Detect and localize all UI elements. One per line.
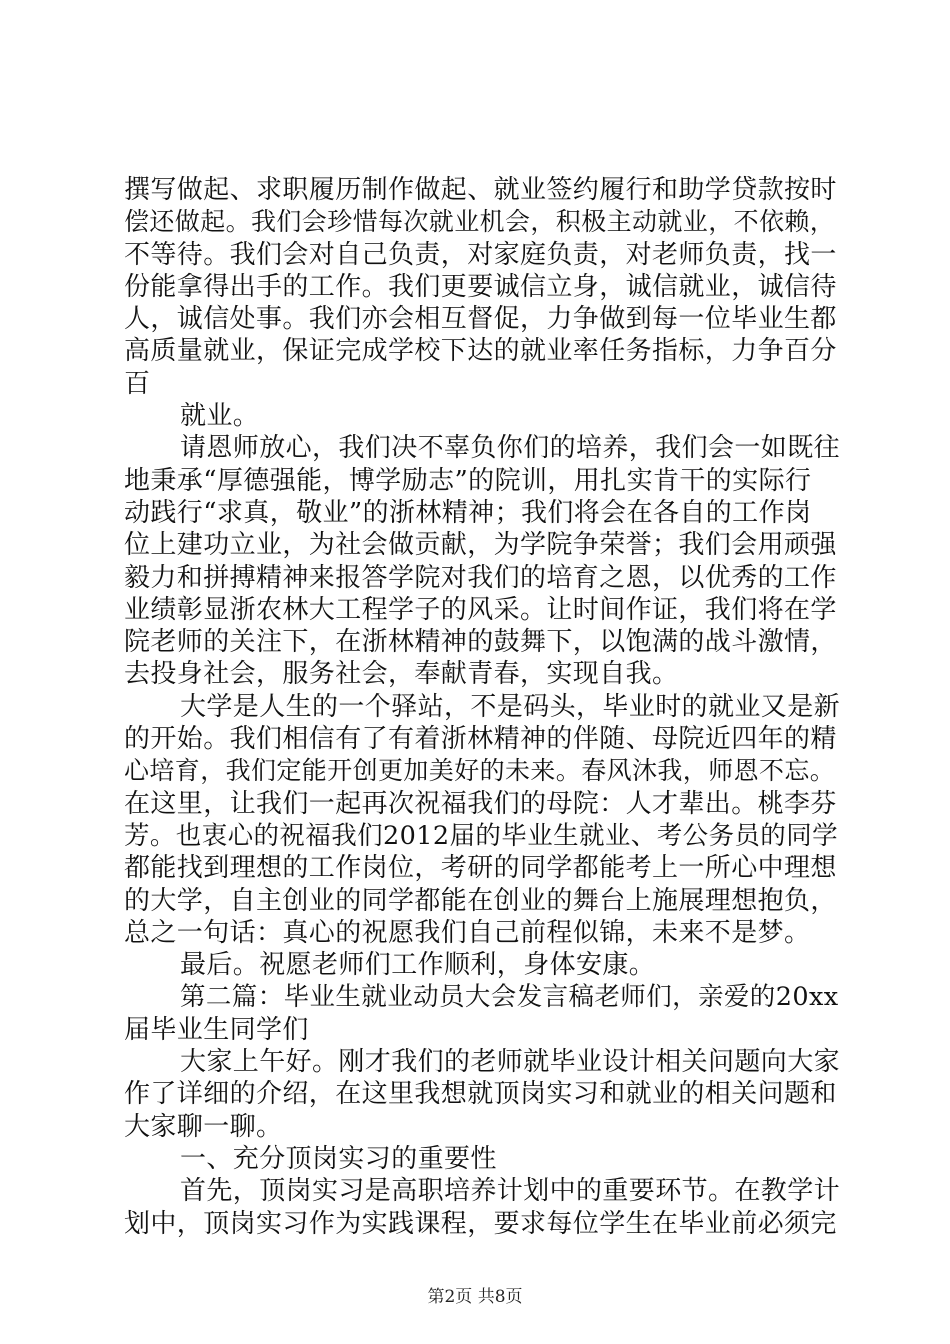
page-number-label: 第2页 共8页 — [427, 1287, 523, 1307]
text-line: 份能拿得出手的工作。我们更要诚信立身，诚信就业，诚信待 — [124, 271, 837, 302]
text-line: 最后。祝愿老师们工作顺利，身体安康。 — [180, 950, 656, 981]
text-line: 的大学，自主创业的同学都能在创业的舞台上施展理想抱负， — [124, 885, 837, 916]
text-line: 就业。 — [180, 401, 260, 432]
text-line: 请恩师放心，我们决不辜负你们的培养，我们会一如既往 — [180, 433, 841, 464]
text-line: 首先，顶岗实习是高职培养计划中的重要环节。在教学计 — [180, 1176, 841, 1207]
text-line: 院老师的关注下，在浙林精神的鼓舞下，以饱满的战斗激情， — [124, 627, 837, 658]
text-line: 在这里，让我们一起再次祝福我们的母院：人才辈出。桃李芬 — [124, 788, 837, 819]
text-line: 地秉承“厚德强能，博学励志”的院训，用扎实肯干的实际行 — [124, 465, 812, 496]
text-line: 人，诚信处事。我们亦会相互督促，力争做到每一位毕业生都 — [124, 304, 837, 335]
text-line: 位上建功立业，为社会做贡献，为学院争荣誉；我们会用顽强 — [124, 530, 837, 561]
text-line: 一、充分顶岗实习的重要性 — [180, 1143, 497, 1174]
text-line: 去投身社会，服务社会，奉献青春，实现自我。 — [124, 659, 679, 690]
text-line: 总之一句话：真心的祝愿我们自己前程似锦，未来不是梦。 — [124, 917, 811, 948]
text-line: 毅力和拼搏精神来报答学院对我们的培育之恩，以优秀的工作 — [124, 562, 837, 593]
text-line: 划中，顶岗实习作为实践课程，要求每位学生在毕业前必须完 — [124, 1208, 837, 1239]
text-line: 都能找到理想的工作岗位，考研的同学都能考上一所心中理想 — [124, 853, 837, 884]
text-line: 百 — [124, 368, 151, 399]
text-line: 动践行“求真，敬业”的浙林精神；我们将会在各自的工作岗 — [124, 497, 812, 528]
text-line: 的开始。我们相信有了有着浙林精神的伴随、母院近四年的精 — [124, 724, 837, 755]
text-line: 大家聊一聊。 — [124, 1111, 283, 1142]
text-line: 芳。也衷心的祝福我们2012届的毕业生就业、考公务员的同学 — [124, 820, 838, 851]
text-line: 业绩彰显浙农林大工程学子的风采。让时间作证，我们将在学 — [124, 594, 837, 625]
text-line: 心培育，我们定能开创更加美好的未来。春风沐我，师恩不忘。 — [124, 756, 836, 786]
text-line: 大学是人生的一个驿站，不是码头，毕业时的就业又是新 — [180, 691, 841, 722]
text-line: 作了详细的介绍，在这里我想就顶岗实习和就业的相关问题和 — [124, 1079, 837, 1110]
text-line: 高质量就业，保证完成学校下达的就业率任务指标，力争百分 — [124, 336, 837, 367]
text-line: 偿还做起。我们会珍惜每次就业机会，积极主动就业，不依赖， — [124, 207, 836, 237]
text-line: 不等待。我们会对自己负责，对家庭负责，对老师负责，找一 — [124, 239, 837, 270]
page-footer — [0, 1282, 950, 1307]
text-line: 第二篇：毕业生就业动员大会发言稿老师们，亲爱的20xx — [180, 982, 839, 1013]
document-body — [124, 174, 844, 1240]
text-line: 撰写做起、求职履历制作做起、就业签约履行和助学贷款按时 — [124, 175, 837, 205]
text-line: 届毕业生同学们 — [124, 1014, 309, 1045]
text-line: 大家上午好。刚才我们的老师就毕业设计相关问题向大家 — [180, 1047, 841, 1078]
